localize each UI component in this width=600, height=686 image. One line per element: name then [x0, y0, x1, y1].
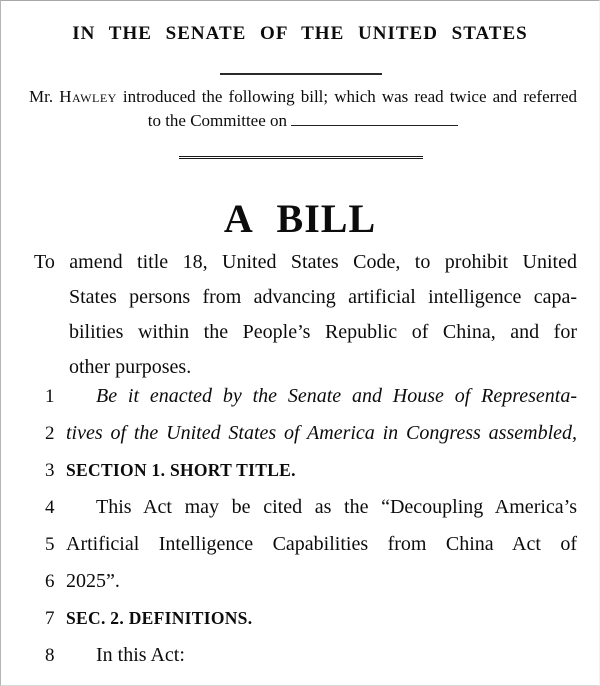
bill-line: [1, 378, 599, 415]
line-number: 6: [45, 571, 55, 592]
line-number: 1: [45, 386, 55, 407]
bill-line: [1, 415, 599, 452]
sponsor-introduction: [29, 85, 577, 133]
line-number: 5: [45, 534, 55, 555]
line-text: Artificial Intelligence Capabilities from China Act of: [66, 533, 577, 555]
committee-line: [29, 109, 577, 133]
line-number: 2: [45, 423, 55, 444]
line-text: Be it enacted by the Senate and House of Representa-: [96, 385, 577, 407]
separator-rule-thick: [179, 156, 423, 159]
bill-heading: A BILL: [223, 196, 377, 241]
introduction-text: introduced the following bill; which was read twice and referred: [116, 87, 578, 106]
bill-line-section-heading: [1, 600, 599, 637]
committee-blank: [291, 111, 458, 126]
line-text: SECTION 1. SHORT TITLE.: [66, 460, 296, 480]
bill-line: [1, 637, 599, 674]
long-title-line: To amend title 18, United States Code, to prohibit United: [34, 251, 577, 273]
line-number: 7: [45, 608, 55, 629]
line-text: 2025”.: [66, 570, 120, 592]
long-title-line: bilities within the People’s Republic of China, and for: [69, 321, 577, 343]
bill-line: [1, 526, 599, 563]
line-number: 4: [45, 497, 55, 518]
sponsor-name: Hawley: [59, 87, 117, 106]
sponsor-prefix: Mr.: [29, 87, 60, 106]
sponsor-line: [29, 85, 577, 109]
line-text: In this Act:: [96, 644, 185, 666]
line-number: 3: [45, 460, 55, 481]
line-number: 8: [45, 645, 55, 666]
long-title-line: other purposes.: [69, 356, 192, 378]
bill-body: [1, 378, 599, 674]
bill-line: [1, 489, 599, 526]
separator-rule-short: [220, 73, 382, 75]
line-text: This Act may be cited as the “Decoupling America’s: [96, 496, 577, 518]
bill-line-section-heading: [1, 452, 599, 489]
line-text: tives of the United States of America in Congress assembled,: [66, 422, 577, 444]
long-title: [1, 245, 599, 385]
line-text: SEC. 2. DEFINITIONS.: [66, 608, 253, 628]
long-title-line: States persons from advancing artificial intelligence capa-: [69, 286, 577, 308]
committee-line-text: to the Committee on: [147, 111, 292, 130]
bill-line: [1, 563, 599, 600]
senate-caption: IN THE SENATE OF THE UNITED STATES: [72, 23, 528, 44]
